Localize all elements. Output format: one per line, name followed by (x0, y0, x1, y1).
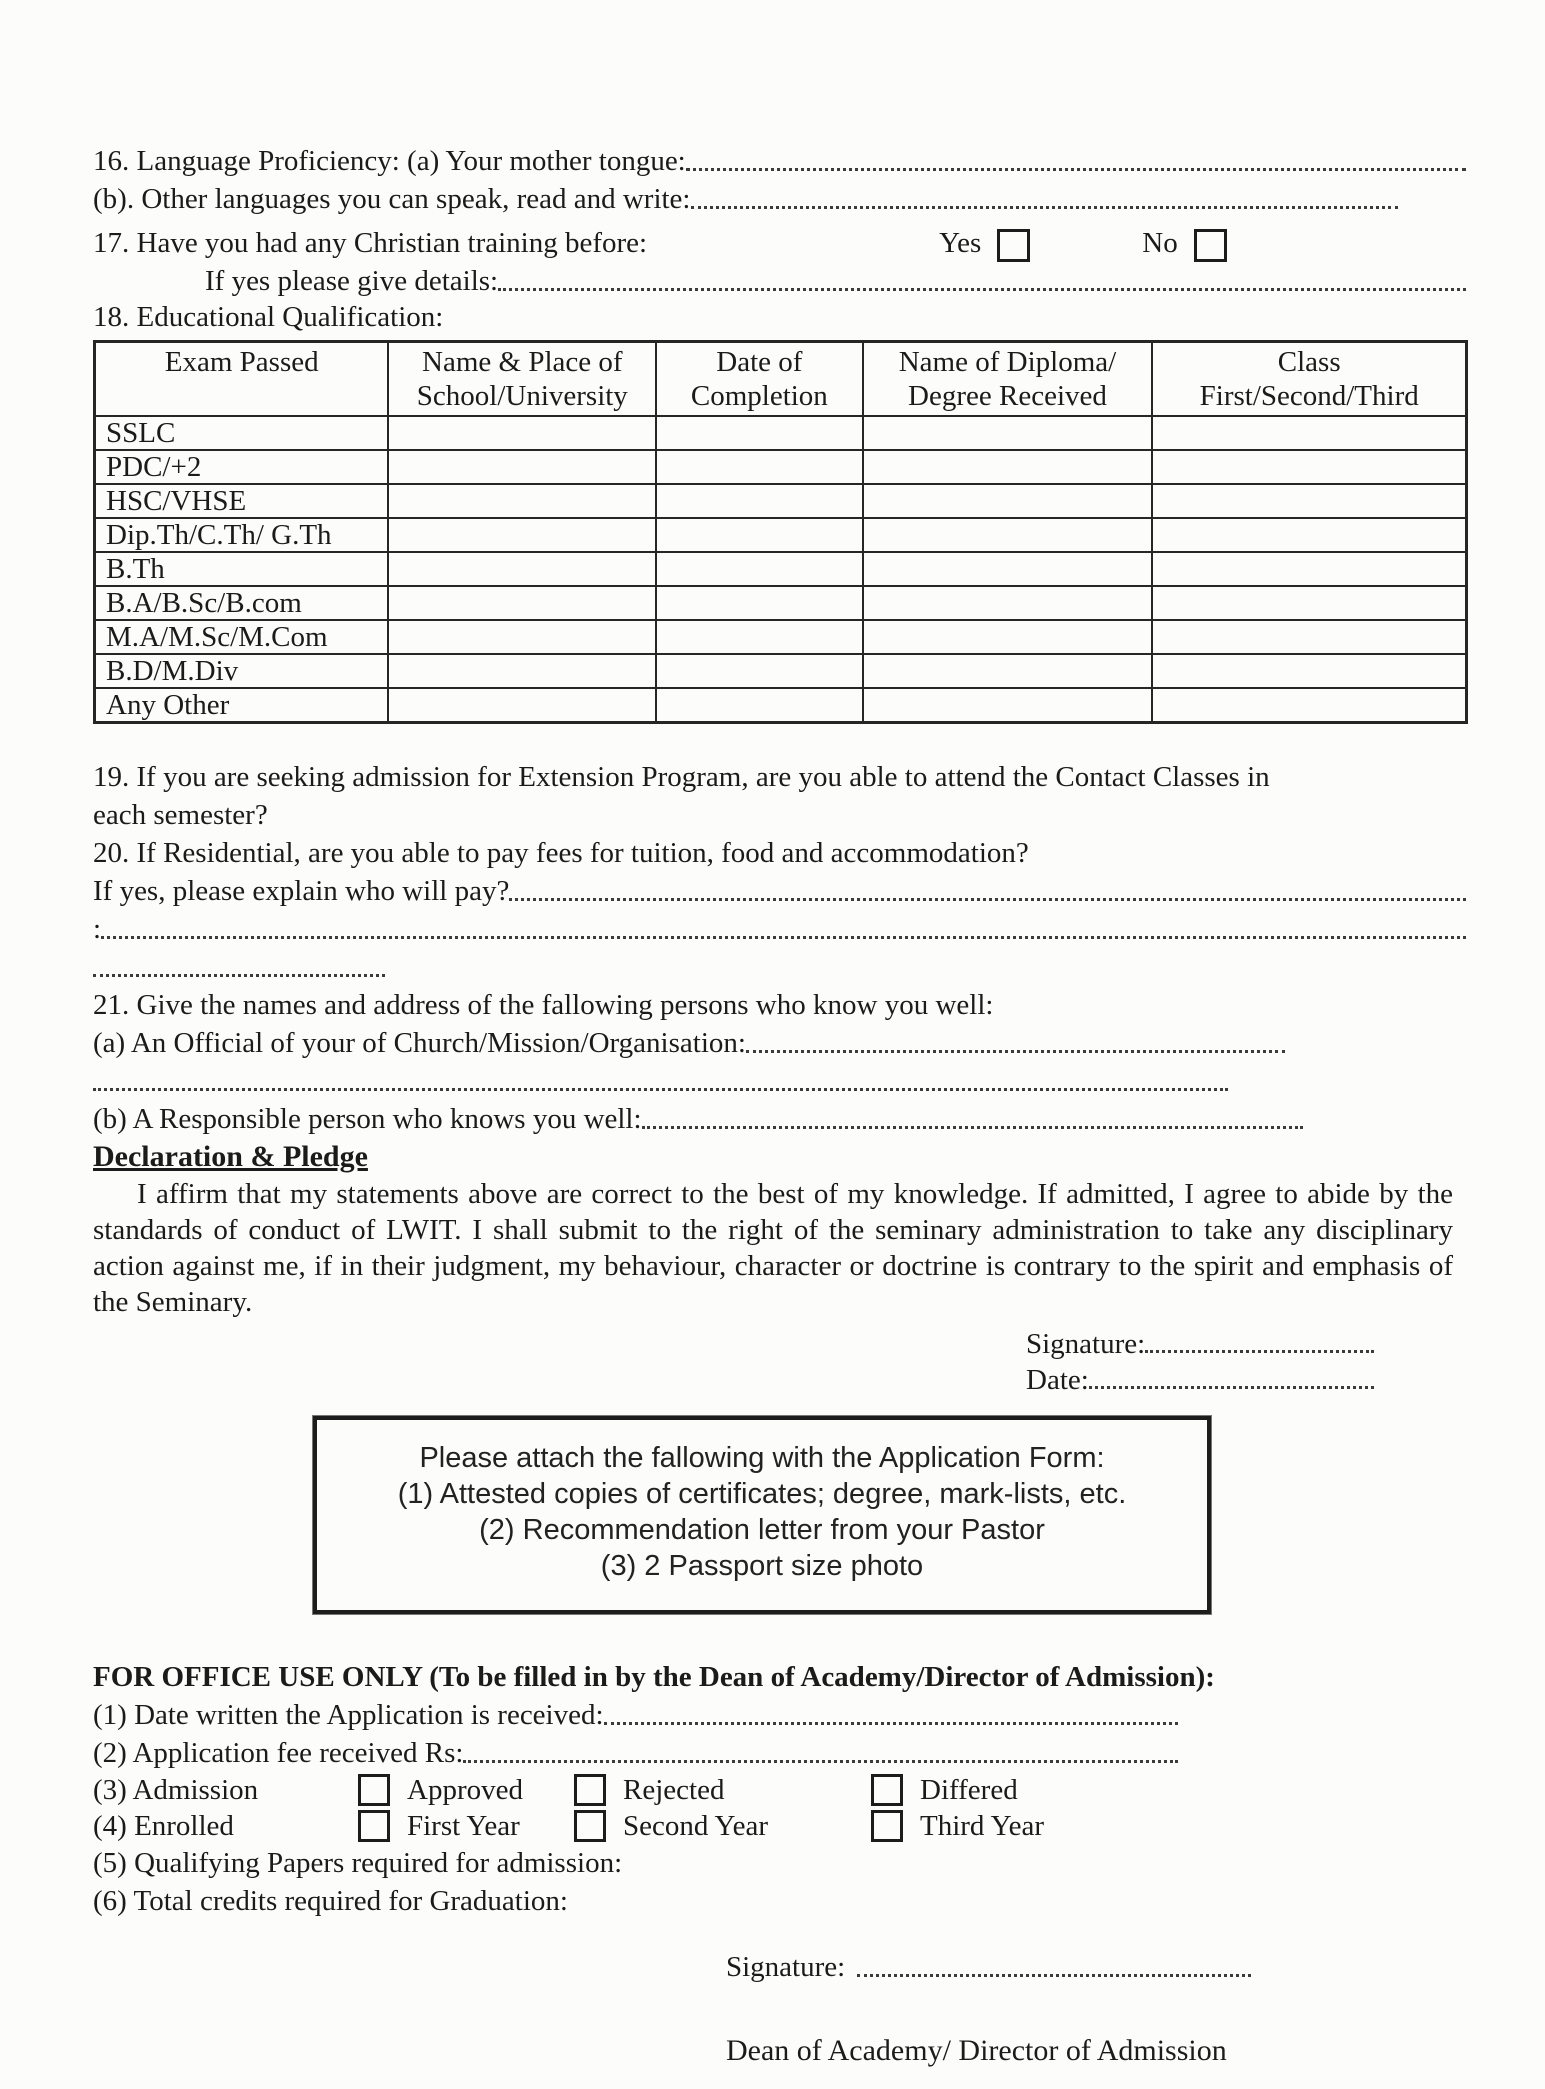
yes-checkbox[interactable] (997, 229, 1030, 262)
signature-label: Signature: (1026, 1328, 1146, 1360)
declaration-heading: Declaration & Pledge (93, 1140, 368, 1173)
q21-line (93, 986, 1468, 1024)
office-enrolled-row (93, 1808, 1468, 1844)
table-cell[interactable] (863, 654, 1153, 688)
attach-title: Please attach the fallowing with the Application Form: (419, 1442, 1105, 1474)
table-row (95, 416, 1467, 450)
row-label: B.D/M.Div (95, 654, 389, 688)
date-label: Date: (1026, 1364, 1089, 1396)
office-signature-label: Signature: (726, 1951, 846, 1983)
table-cell[interactable] (388, 586, 656, 620)
q19-line1 (93, 758, 1468, 796)
table-cell[interactable] (388, 518, 656, 552)
table-cell[interactable] (863, 450, 1153, 484)
office-item1-line (93, 1696, 1468, 1734)
table-cell[interactable] (388, 654, 656, 688)
table-cell[interactable] (656, 450, 862, 484)
table-cell[interactable] (863, 586, 1153, 620)
table-row (95, 450, 1467, 484)
table-cell[interactable] (388, 484, 656, 518)
q16b-label: (b). Other languages you can speak, read and write: (93, 183, 691, 215)
q17-yes-label: Yes (939, 227, 982, 259)
table-cell[interactable] (656, 620, 862, 654)
table-row (95, 688, 1467, 723)
signature-block (1026, 1326, 1374, 1398)
q21a-continuation-line (93, 1062, 1468, 1100)
q19-text2: each semester? (93, 799, 268, 831)
third-year-checkbox[interactable] (871, 1810, 903, 1842)
row-label: Any Other (95, 688, 389, 723)
office-item6-line (93, 1882, 1468, 1920)
table-cell[interactable] (863, 416, 1153, 450)
table-cell[interactable] (656, 688, 862, 723)
q17-details-label: If yes please give details: (205, 265, 499, 297)
q21a-label: (a) An Official of your of Church/Mission/Organisation: (93, 1027, 746, 1059)
second-year-label: Second Year (623, 1809, 768, 1842)
table-cell[interactable] (1152, 416, 1466, 450)
table-row (95, 518, 1467, 552)
date-line (1026, 1362, 1374, 1398)
office-admission-row (93, 1772, 1468, 1808)
attach-item-1: (1) Attested copies of certificates; degree, mark-lists, etc. (397, 1478, 1127, 1510)
table-row (95, 654, 1467, 688)
row-label: PDC/+2 (95, 450, 389, 484)
responsible-person-field[interactable] (642, 1126, 1303, 1129)
table-row (95, 620, 1467, 654)
office-item5-line (93, 1844, 1468, 1882)
table-cell[interactable] (1152, 552, 1466, 586)
table-cell[interactable] (863, 620, 1153, 654)
table-row (95, 586, 1467, 620)
table-cell[interactable] (656, 518, 862, 552)
table-cell[interactable] (1152, 484, 1466, 518)
declaration-body: I affirm that my statements above are correct to the best of my knowledge. If admitted, I agree to abide by the standards of conduct of LWIT. I shall submit to the right of the seminary administration to take any disciplinary action against me, if in their judgment, my behaviour, character or doctrine is contrary to the spirit and emphasis of the Seminary. (93, 1178, 1453, 1318)
q17-details-line (93, 262, 1468, 300)
table-cell[interactable] (1152, 518, 1466, 552)
signature-line (1026, 1326, 1374, 1362)
office-item6-label: (6) Total credits required for Graduation: (93, 1885, 568, 1917)
col-diploma-degree: Name of Diploma/ Degree Received (863, 342, 1153, 417)
table-row (95, 552, 1467, 586)
differed-label: Differed (920, 1773, 1018, 1806)
q17-label: 17. Have you had any Christian training before: (93, 227, 648, 259)
office-item4-label: (4) Enrolled (93, 1809, 234, 1842)
row-label: HSC/VHSE (95, 484, 389, 518)
dean-label: Dean of Academy/ Director of Admission (726, 2034, 1227, 2067)
signature-field[interactable] (1145, 1350, 1374, 1353)
q21a-line (93, 1024, 1468, 1062)
training-details-field[interactable] (498, 288, 1466, 291)
table-cell[interactable] (863, 484, 1153, 518)
third-year-label: Third Year (920, 1809, 1045, 1842)
office-item5-label: (5) Qualifying Papers required for admission: (93, 1847, 623, 1879)
table-cell[interactable] (1152, 586, 1466, 620)
education-table (93, 340, 1468, 724)
date-received-field[interactable] (604, 1722, 1178, 1725)
table-cell[interactable] (863, 688, 1153, 723)
office-item2-line (93, 1734, 1468, 1772)
rejected-label: Rejected (623, 1773, 725, 1806)
q20-line (93, 834, 1468, 872)
office-item1-label: (1) Date written the Application is received: (93, 1699, 604, 1731)
table-cell[interactable] (388, 620, 656, 654)
q20-colon: : (93, 913, 102, 945)
q18-heading-line (93, 300, 1468, 334)
table-cell[interactable] (863, 552, 1153, 586)
approved-label: Approved (407, 1773, 523, 1806)
table-cell[interactable] (656, 654, 862, 688)
table-row (95, 484, 1467, 518)
col-school-university: Name & Place of School/University (388, 342, 656, 417)
first-year-checkbox[interactable] (358, 1810, 390, 1842)
table-cell[interactable] (863, 518, 1153, 552)
no-checkbox[interactable] (1194, 229, 1227, 262)
row-label: B.A/B.Sc/B.com (95, 586, 389, 620)
row-label: Dip.Th/C.Th/ G.Th (95, 518, 389, 552)
second-year-checkbox[interactable] (574, 1810, 606, 1842)
q16-mother-tongue-line (93, 142, 1468, 180)
first-year-label: First Year (407, 1809, 520, 1842)
office-item2-label: (2) Application fee received Rs: (93, 1737, 464, 1769)
table-cell[interactable] (388, 688, 656, 723)
office-use-heading: FOR OFFICE USE ONLY (To be filled in by the Dean of Academy/Director of Admission): (93, 1661, 1215, 1693)
table-cell[interactable] (388, 552, 656, 586)
q20-continuation-line (93, 910, 1468, 948)
rejected-checkbox[interactable] (574, 1774, 606, 1806)
q19-line2 (93, 796, 1468, 834)
mother-tongue-field[interactable] (686, 168, 1466, 171)
col-date-completion: Date of Completion (656, 342, 862, 417)
date-field[interactable] (1089, 1386, 1374, 1389)
q16-other-languages-line (93, 180, 1468, 218)
office-signature-field[interactable] (857, 1974, 1251, 1977)
q20-label: 20. If Residential, are you able to pay fees for tuition, food and accommodation? (93, 837, 1029, 869)
q20-pay-label: If yes, please explain who will pay? (93, 875, 510, 907)
attach-item-2: (2) Recommendation letter from your Pastor (479, 1514, 1045, 1546)
q17-line (93, 224, 1468, 262)
row-label: SSLC (95, 416, 389, 450)
q21b-label: (b) A Responsible person who knows you well: (93, 1103, 642, 1135)
table-cell[interactable] (388, 416, 656, 450)
other-languages-field[interactable] (691, 206, 1399, 209)
table-header-row (95, 342, 1467, 417)
table-cell[interactable] (1152, 450, 1466, 484)
q19-text1: 19. If you are seeking admission for Extension Program, are you able to attend the Contact Classes in (93, 761, 1270, 793)
table-cell[interactable] (1152, 688, 1466, 723)
q17-no-label: No (1142, 227, 1178, 259)
table-cell[interactable] (656, 552, 862, 586)
fee-received-field[interactable] (463, 1760, 1178, 1763)
form-content (93, 142, 1468, 2070)
q21b-line (93, 1100, 1468, 1138)
col-exam-passed: Exam Passed (95, 342, 389, 417)
row-label: B.Th (95, 552, 389, 586)
q16-label: 16. Language Proficiency: (a) Your mother tongue: (93, 145, 686, 177)
table-cell[interactable] (1152, 654, 1466, 688)
who-will-pay-field[interactable] (509, 898, 1466, 901)
who-will-pay-field-2[interactable] (101, 936, 1466, 939)
q20-short-dots-line (93, 948, 1468, 986)
office-item3-label: (3) Admission (93, 1773, 259, 1806)
attach-item-3: (3) 2 Passport size photo (600, 1550, 924, 1582)
q20-pay-line (93, 872, 1468, 910)
q21-label: 21. Give the names and address of the fallowing persons who know you well: (93, 989, 994, 1021)
q18-label: 18. Educational Qualification: (93, 301, 444, 333)
who-will-pay-field-3[interactable] (93, 974, 385, 977)
table-cell[interactable] (388, 450, 656, 484)
office-signature-line (726, 1948, 1251, 1986)
table-cell[interactable] (1152, 620, 1466, 654)
row-label: M.A/M.Sc/M.Com (95, 620, 389, 654)
differed-checkbox[interactable] (871, 1774, 903, 1806)
table-cell[interactable] (656, 416, 862, 450)
approved-checkbox[interactable] (358, 1774, 390, 1806)
col-class: Class First/Second/Third (1152, 342, 1466, 417)
table-cell[interactable] (656, 586, 862, 620)
attachments-box (313, 1416, 1211, 1614)
table-cell[interactable] (656, 484, 862, 518)
official-name-field[interactable] (746, 1050, 1285, 1053)
official-address-field[interactable] (93, 1088, 1228, 1091)
